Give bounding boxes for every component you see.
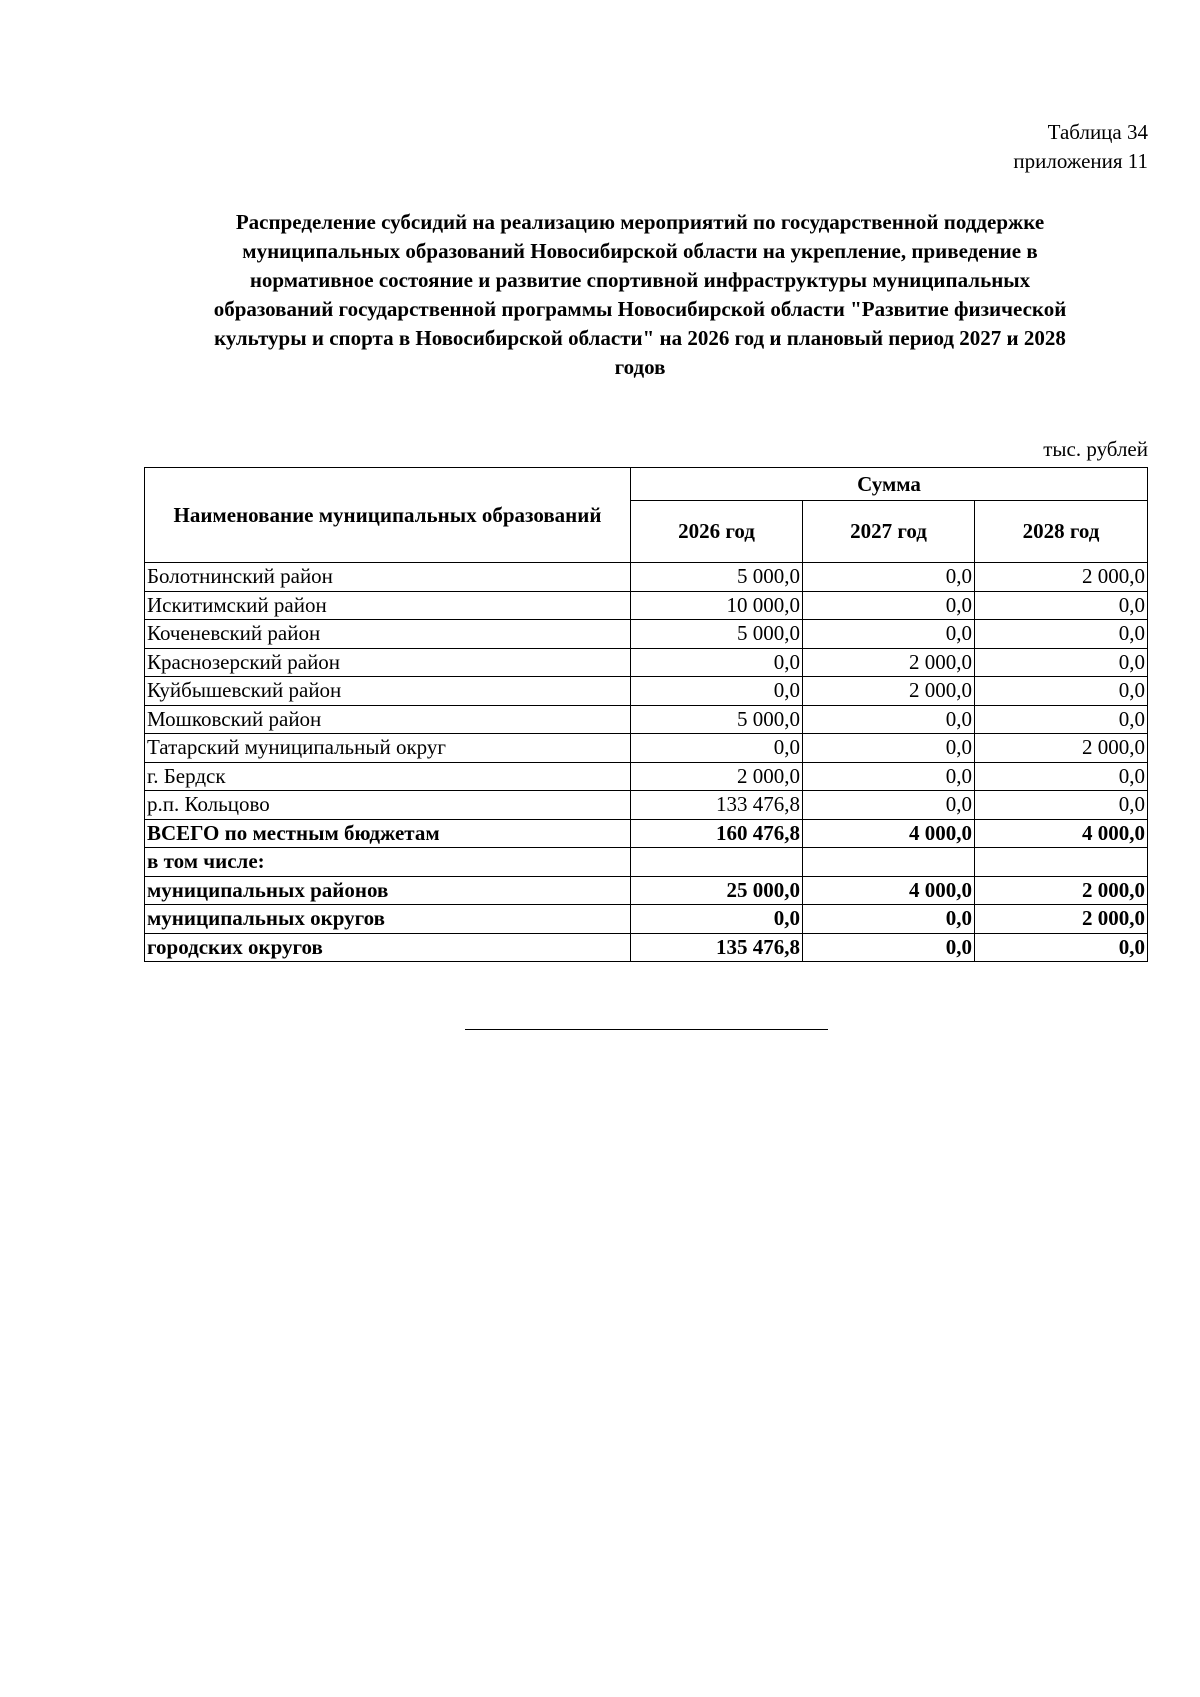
title-line: нормативное состояние и развитие спортивной инфраструктуры муниципальных [249, 268, 1031, 292]
row-value-cell: 133 476,8 [631, 791, 803, 820]
row-value-cell: 2 000,0 [975, 876, 1148, 905]
column-header-year-2026: 2026 год [631, 501, 803, 563]
units-label: тыс. рублей [1043, 437, 1148, 461]
row-value-cell: 0,0 [803, 591, 975, 620]
row-value-cell: 0,0 [975, 591, 1148, 620]
table-row [145, 620, 1148, 649]
document-title [160, 208, 1120, 382]
row-value-cell: 5 000,0 [631, 563, 803, 592]
row-value-cell: 0,0 [975, 677, 1148, 706]
table-row [145, 848, 1148, 877]
row-value-cell: 135 476,8 [631, 933, 803, 962]
row-value-cell: 0,0 [975, 933, 1148, 962]
row-name-cell: в том числе: [145, 848, 631, 877]
table-row [145, 762, 1148, 791]
row-name-cell: ВСЕГО по местным бюджетам [145, 819, 631, 848]
title-line: образований государственной программы Новосибирской области "Развитие физической [213, 297, 1067, 321]
row-name-cell: Куйбышевский район [145, 677, 631, 706]
table-reference [1013, 118, 1148, 176]
row-name-cell: г. Бердск [145, 762, 631, 791]
row-value-cell: 0,0 [975, 791, 1148, 820]
row-value-cell: 0,0 [803, 705, 975, 734]
row-value-cell: 0,0 [631, 677, 803, 706]
row-value-cell [803, 848, 975, 877]
table-number: Таблица 34 [1047, 120, 1148, 144]
title-line: годов [614, 355, 666, 379]
row-value-cell: 2 000,0 [803, 648, 975, 677]
row-value-cell: 4 000,0 [975, 819, 1148, 848]
appendix-reference: приложения 11 [1013, 149, 1148, 173]
row-value-cell: 10 000,0 [631, 591, 803, 620]
table-row [145, 591, 1148, 620]
table-row [145, 876, 1148, 905]
row-value-cell: 0,0 [631, 734, 803, 763]
row-name-cell: Болотнинский район [145, 563, 631, 592]
row-name-cell: муниципальных районов [145, 876, 631, 905]
table-row [145, 563, 1148, 592]
row-value-cell: 0,0 [975, 705, 1148, 734]
row-value-cell: 5 000,0 [631, 705, 803, 734]
row-value-cell: 160 476,8 [631, 819, 803, 848]
row-value-cell: 2 000,0 [803, 677, 975, 706]
subsidy-table [144, 467, 1148, 962]
row-value-cell: 0,0 [975, 762, 1148, 791]
row-value-cell: 0,0 [975, 620, 1148, 649]
row-value-cell: 2 000,0 [631, 762, 803, 791]
row-name-cell: городских округов [145, 933, 631, 962]
row-value-cell: 0,0 [803, 563, 975, 592]
table-row [145, 705, 1148, 734]
row-name-cell: Татарский муниципальный округ [145, 734, 631, 763]
column-header-year-2027: 2027 год [803, 501, 975, 563]
row-value-cell: 2 000,0 [975, 563, 1148, 592]
table-row [145, 905, 1148, 934]
row-value-cell: 25 000,0 [631, 876, 803, 905]
row-value-cell: 2 000,0 [975, 905, 1148, 934]
table-row [145, 819, 1148, 848]
row-value-cell [631, 848, 803, 877]
table-row [145, 648, 1148, 677]
row-value-cell: 0,0 [803, 734, 975, 763]
title-line: Распределение субсидий на реализацию мероприятий по государственной поддержке [235, 210, 1045, 234]
row-value-cell: 0,0 [975, 648, 1148, 677]
row-name-cell: р.п. Кольцово [145, 791, 631, 820]
row-value-cell: 0,0 [803, 762, 975, 791]
table-row [145, 933, 1148, 962]
row-value-cell: 2 000,0 [975, 734, 1148, 763]
column-header-sum: Сумма [631, 468, 1148, 501]
column-header-name: Наименование муниципальных образований [145, 468, 631, 563]
row-value-cell: 0,0 [631, 905, 803, 934]
closing-rule [465, 1029, 828, 1030]
row-name-cell: муниципальных округов [145, 905, 631, 934]
row-value-cell: 0,0 [803, 905, 975, 934]
row-name-cell: Искитимский район [145, 591, 631, 620]
table-header-row [145, 468, 1148, 501]
row-name-cell: Краснозерский район [145, 648, 631, 677]
row-value-cell [975, 848, 1148, 877]
title-line: муниципальных образований Новосибирской области на укрепление, приведение в [242, 239, 1038, 263]
row-value-cell: 0,0 [803, 933, 975, 962]
row-name-cell: Мошковский район [145, 705, 631, 734]
row-value-cell: 4 000,0 [803, 876, 975, 905]
column-header-year-2028: 2028 год [975, 501, 1148, 563]
row-value-cell: 5 000,0 [631, 620, 803, 649]
table-row [145, 791, 1148, 820]
row-value-cell: 0,0 [803, 791, 975, 820]
row-value-cell: 0,0 [631, 648, 803, 677]
row-name-cell: Коченевский район [145, 620, 631, 649]
row-value-cell: 4 000,0 [803, 819, 975, 848]
table-row [145, 677, 1148, 706]
table-row [145, 734, 1148, 763]
table-body [145, 563, 1148, 962]
row-value-cell: 0,0 [803, 620, 975, 649]
title-line: культуры и спорта в Новосибирской области" на 2026 год и плановый период 2027 и 2028 [214, 326, 1066, 350]
